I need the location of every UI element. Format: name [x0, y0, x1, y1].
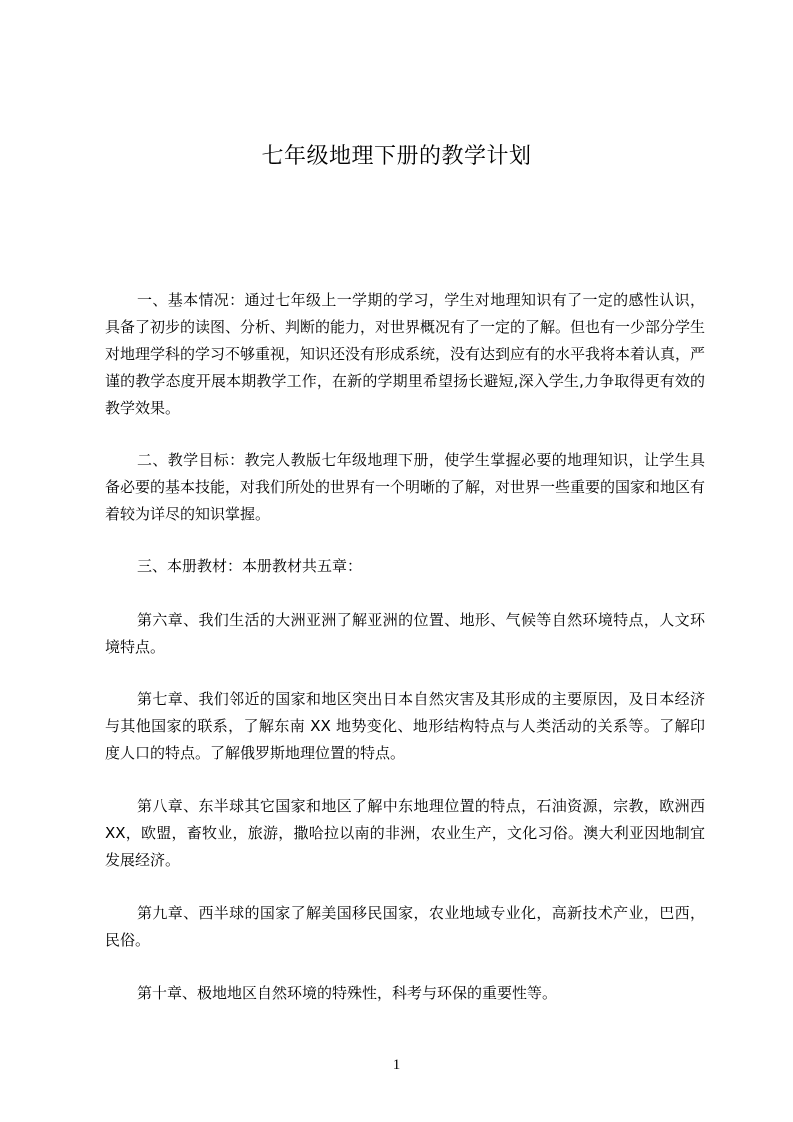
page-number: 1: [392, 1057, 401, 1073]
paragraph-chapter-7: 第七章、我们邻近的国家和地区突出日本自然灾害及其形成的主要原因，及日本经济与其他国家的联系，了解东南 XX 地势变化、地形结构特点与人类活动的关系等。了解印度人口的特点。了解俄罗斯地理位置的特点。: [105, 690, 705, 762]
paragraph-chapter-10: 第十章、极地地区自然环境的特殊性，科考与环保的重要性等。: [137, 984, 558, 1002]
paragraph-basic-situation: 一、基本情况：通过七年级上一学期的学习，学生对地理知识有了一定的感性认识，具备了初步的读图、分析、判断的能力，对世界概况有了一定的了解。但也有一少部分学生对地理学科的学习不够重视，知识还没有形成系统，没有达到应有的水平我将本着认真，严谨的教学态度开展本期教学工作，在新的学期里希望扬长避短,深入学生,力争取得更有效的教学效果。: [105, 291, 706, 417]
paragraph-textbook-overview: 三、本册教材：本册教材共五章：: [137, 557, 363, 575]
document-title: 七年级地理下册的教学计划: [261, 144, 532, 169]
paragraph-chapter-8: 第八章、东半球其它国家和地区了解中东地理位置的特点，石油资源，宗教，欧洲西 XX，欧盟，畜牧业，旅游，撒哈拉以南的非洲，农业生产，文化习俗。澳大利亚因地制宜发展经济。: [105, 797, 705, 869]
paragraph-teaching-goals: 二、教学目标：教完人教版七年级地理下册，使学生掌握必要的地理知识，让学生具备必要的基本技能，对我们所处的世界有一个明晰的了解，对世界一些重要的国家和地区有着较为详尽的知识掌握。: [105, 451, 706, 523]
paragraph-chapter-6: 第六章、我们生活的大洲亚洲了解亚洲的位置、地形、气候等自然环境特点，人文环境特点。: [105, 611, 705, 656]
paragraph-chapter-9: 第九章、西半球的国家了解美国移民国家，农业地域专业化，高新技术产业，巴西，民俗。: [105, 904, 705, 949]
